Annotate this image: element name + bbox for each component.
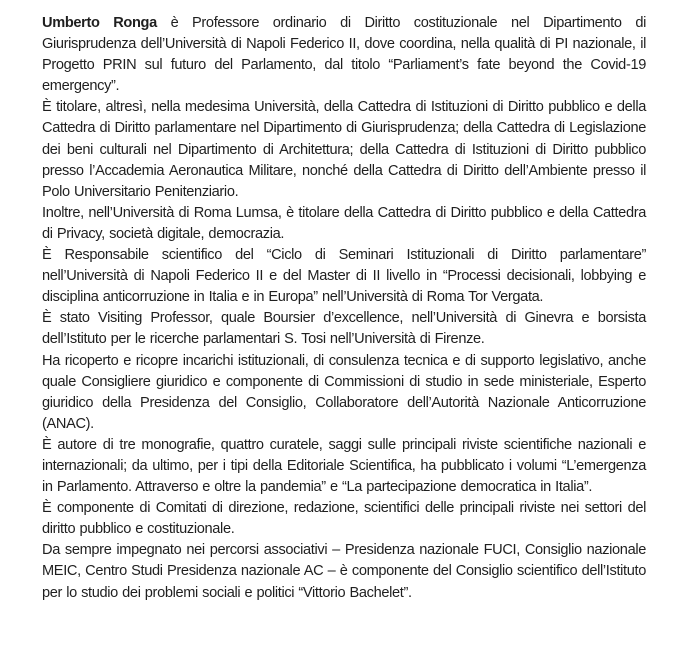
bio-paragraph-responsabile: È Responsabile scientifico del “Ciclo di Seminari Istituzionali di Diritto parlamentare” nell’Università di Napoli Federico II e del Master di II livello in “Processi decisionali, lobbying e disciplina anticorruzione in Italia e in Europa” nell’Università di Roma Tor Vergata. xyxy=(42,247,646,306)
bio-paragraph-comitati: È componente di Comitati di direzione, redazione, scientifici delle principali riviste nei settori del diritto pubblico e costituzionale. xyxy=(42,500,646,538)
intro-text: è Professore ordinario di Diritto costituzionale nel Dipartimento di Giurisprudenza dell’Università di Napoli Federico II, dove coordina, nella qualità di PI nazionale, il Progetto PRIN sul futuro del Parlamento, dal titolo “Parliament’s fate beyond the Covid-19 emergency”. xyxy=(42,15,646,95)
bio-paragraph-intro xyxy=(42,13,646,97)
bio-paragraph-visiting: È stato Visiting Professor, quale Boursier d’excellence, nell’Università di Ginevra e borsista dell’Istituto per le ricerche parlamentari S. Tosi nell’Università di Firenze. xyxy=(42,310,646,348)
bio-paragraph-associativi: Da sempre impegnato nei percorsi associativi – Presidenza nazionale FUCI, Consiglio nazionale MEIC, Centro Studi Presidenza nazionale AC – è componente del Consiglio scientifico dell’Istituto per lo studio dei problemi sociali e politici “Vittorio Bachelet”. xyxy=(42,542,646,601)
bio-paragraph-publications: È autore di tre monografie, quattro curatele, saggi sulle principali riviste scientifiche nazionali e internazionali; da ultimo, per i tipi della Editoriale Scientifica, ha pubblicato i volumi “L’emergenza in Parlamento. Attraverso e oltre la pandemia” e “La partecipazione democratica in Italia”. xyxy=(42,436,646,496)
person-name: Umberto Ronga xyxy=(42,15,157,31)
biography xyxy=(42,13,646,604)
bio-paragraph-incarichi: Ha ricoperto e ricopre incarichi istituzionali, di consulenza tecnica e di supporto legislativo, anche quale Consigliere giuridico e componente di Commissioni di studio in sede ministeriale, Esperto giuridico della Presidenza del Consiglio, Collaboratore dell’Autorità Nazionale Anticorruzione (ANAC). xyxy=(42,352,646,432)
bio-paragraph-chairs: È titolare, altresì, nella medesima Università, della Cattedra di Istituzioni di Diritto pubblico e della Cattedra di Diritto parlamentare nel Dipartimento di Giurisprudenza; della Cattedra di Legislazione dei beni culturali nel Dipartimento di Architettura; della Cattedra di Istituzioni di Diritto pubblico presso l’Accademia Aeronautica Militare, nonché della Cattedra di Diritto dell’Ambiente presso il Polo Universitario Penitenziario. xyxy=(42,99,646,200)
bio-paragraph-lumsa: Inoltre, nell’Università di Roma Lumsa, è titolare della Cattedra di Diritto pubblico e della Cattedra di Privacy, società digitale, democrazia. xyxy=(42,204,646,242)
